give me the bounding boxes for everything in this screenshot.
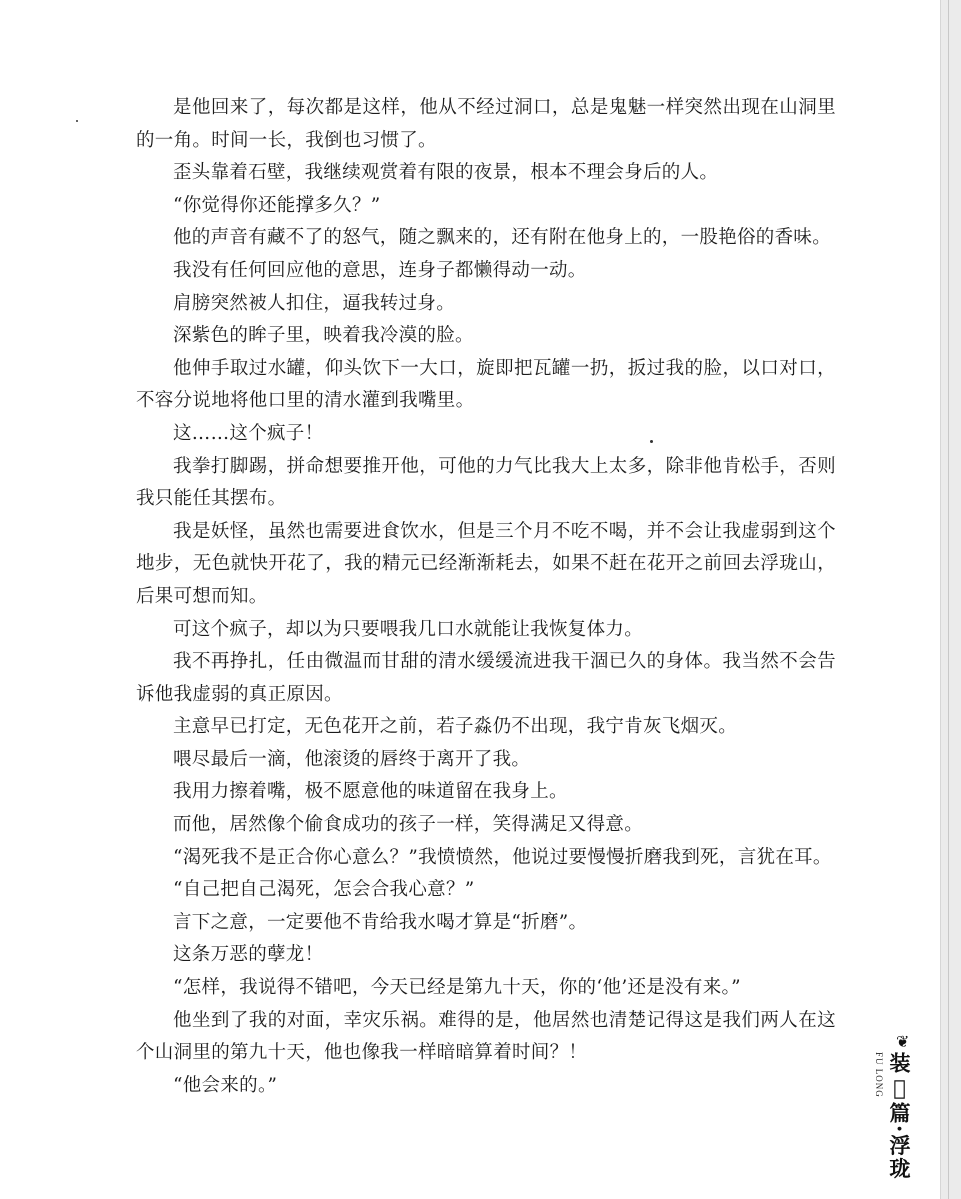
paragraph: 可这个疯子，却以为只要喂我几口水就能让我恢复体力。 xyxy=(173,618,644,640)
paragraph: “渴死我不是正合你心意么？”我愤愤然，他说过要慢慢折磨我到死，言犹在耳。 xyxy=(173,846,832,868)
paragraph: 他坐到了我的对面，幸灾乐祸。难得的是，他居然也清楚记得这是我们两人在这个山洞里的第九十天，他也像我一样暗暗算着时间？！ xyxy=(136,1009,836,1064)
paragraph: 而他，居然像个偷食成功的孩子一样，笑得满足又得意。 xyxy=(173,814,644,836)
paragraph: 我没有任何回应他的意思，连身子都懒得动一动。 xyxy=(173,259,587,281)
paragraph: 我是妖怪，虽然也需要进食饮水，但是三个月不吃不喝，并不会让我虚弱到这个地步，无色就快开花了，我的精元已经渐渐耗去，如果不赶在花开之前回去浮珑山，后果可想而知。 xyxy=(136,520,836,607)
paragraph: “他会来的。” xyxy=(173,1074,278,1096)
scan-speck xyxy=(76,120,78,122)
chapter-side-mark xyxy=(868,1034,914,1184)
paragraph: 我不再挣扎，任由微温而甘甜的清水缓缓流进我干涸已久的身体。我当然不会告诉他我虚弱的真正原因。 xyxy=(136,651,836,705)
paragraph: “你觉得你还能撑多久？” xyxy=(173,194,381,216)
paragraph: 言下之意，一定要他不肯给我水喝才算是“折磨”。 xyxy=(173,911,588,933)
paragraph: 肩膀突然被人扣住，逼我转过身。 xyxy=(173,292,456,314)
paragraph: 歪头靠着石壁，我继续观赏着有限的夜景，根本不理会身后的人。 xyxy=(173,162,719,184)
side-mark-title: 装𬞁篇·浮珑 xyxy=(887,1052,912,1181)
paragraph: 是他回来了，每次都是这样，他从不经过洞口，总是鬼魅一样突然出现在山洞里的一角。时间一长，我倒也习惯了。 xyxy=(136,97,836,151)
paragraph: 这条万恶的孽龙！ xyxy=(173,944,324,966)
body-text xyxy=(136,92,836,1102)
paragraph: “自己把自己渴死，怎会合我心意？” xyxy=(173,879,475,901)
paragraph: 深紫色的眸子里，映着我冷漠的脸。 xyxy=(173,325,474,347)
scan-border-line xyxy=(948,0,949,1199)
paragraph: 主意早已打定，无色花开之前，若子淼仍不出现，我宁肯灰飞烟灭。 xyxy=(173,716,738,738)
paragraph: 他的声音有藏不了的怒气，随之飘来的，还有附在他身上的，一股艳俗的香味。 xyxy=(173,227,832,249)
paragraph: 他伸手取过水罐，仰头饮下一大口，旋即把瓦罐一扔，扳过我的脸，以口对口，不容分说地将他口里的清水灌到我嘴里。 xyxy=(136,357,836,412)
paragraph: 我用力擦着嘴，极不愿意他的味道留在我身上。 xyxy=(173,781,568,803)
flower-ornament-icon: ❦ xyxy=(896,1032,910,1051)
paragraph: 这……这个疯子！ xyxy=(173,422,324,444)
paragraph: “怎样，我说得不错吧，今天已经是第九十天，你的‘他’还是没有来。” xyxy=(173,977,741,999)
scan-border xyxy=(940,0,961,1199)
side-mark-latin: FU LONG xyxy=(874,1052,884,1098)
paragraph: 我拳打脚踢，拼命想要推开他，可他的力气比我大上太多，除非他肯松手，否则我只能任其摆布。 xyxy=(136,455,836,510)
paragraph: 喂尽最后一滴，他滚烫的唇终于离开了我。 xyxy=(173,748,531,770)
